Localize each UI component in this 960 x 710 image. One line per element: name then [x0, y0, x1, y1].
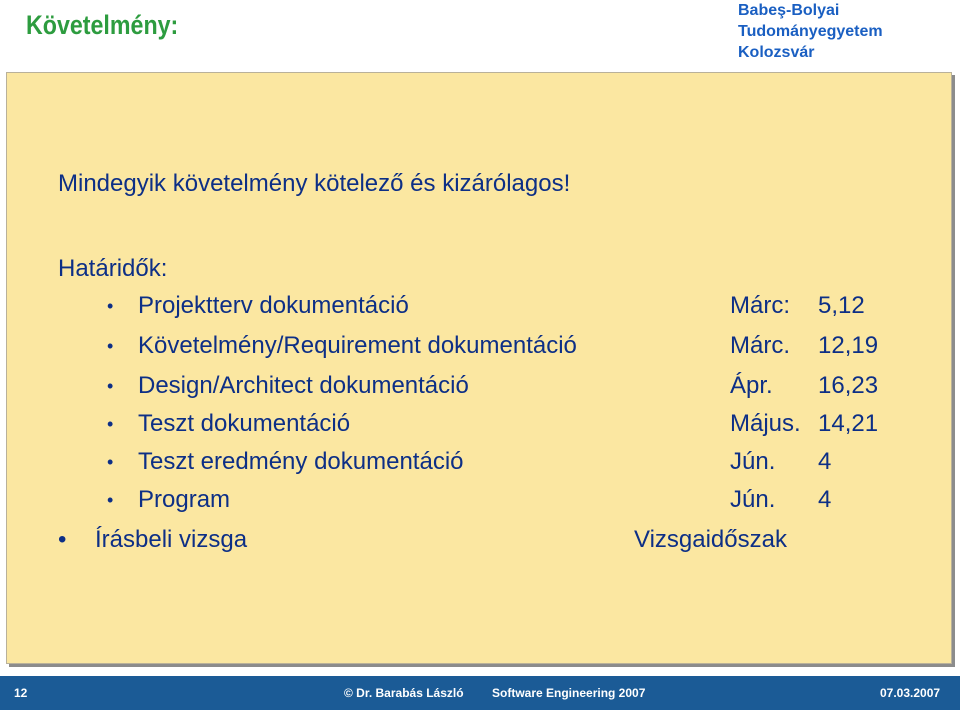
requirement-statement: Mindegyik követelmény kötelező és kizárólagos! [58, 170, 571, 197]
bullet-icon: • [107, 414, 114, 434]
deadlines-heading: Határidők: [58, 255, 168, 282]
bullet-icon: • [107, 490, 114, 510]
deadline-label: Program [138, 486, 231, 513]
deadline-label: Teszt dokumentáció [138, 410, 351, 437]
deadline-days: 5,12 [818, 292, 865, 319]
slide-title: Követelmény: [26, 10, 179, 40]
bullet-icon: • [107, 336, 114, 356]
footer-bar [0, 676, 960, 710]
deadline-days: 12,19 [818, 332, 879, 359]
deadline-label: Projektterv dokumentáció [138, 292, 409, 319]
deadline-label: Követelmény/Requirement dokumentáció [138, 332, 577, 359]
bullet-icon: • [107, 452, 114, 472]
university-line-2: Tudományegyetem [738, 23, 883, 40]
deadline-label: Design/Architect dokumentáció [138, 372, 469, 399]
deadline-days: 14,21 [818, 410, 879, 437]
deadline-month: Ápr. [730, 372, 773, 399]
deadline-month: Márc. [730, 332, 790, 359]
exam-period: Vizsgaidőszak [634, 526, 787, 553]
bullet-icon: • [107, 376, 114, 396]
page-number: 12 [14, 686, 28, 700]
deadline-month: Márc: [730, 292, 790, 319]
content-panel [6, 72, 952, 664]
deadline-days: 4 [818, 448, 832, 475]
bullet-icon: • [107, 296, 114, 316]
deadline-days: 16,23 [818, 372, 879, 399]
university-line-1: Babeş-Bolyai [738, 2, 840, 19]
deadline-days: 4 [818, 486, 832, 513]
deadline-month: Május. [730, 410, 801, 437]
footer-course: Software Engineering 2007 [492, 686, 646, 700]
footer-author: © Dr. Barabás László [344, 686, 464, 700]
university-line-3: Kolozsvár [738, 44, 815, 61]
footer-date: 07.03.2007 [880, 686, 941, 700]
deadline-month: Jún. [730, 448, 776, 475]
university-name [738, 0, 883, 63]
bullet-icon: • [58, 526, 67, 553]
deadline-label: Teszt eredmény dokumentáció [138, 448, 464, 475]
deadline-month: Jún. [730, 486, 776, 513]
exam-label: Írásbeli vizsga [95, 526, 248, 553]
